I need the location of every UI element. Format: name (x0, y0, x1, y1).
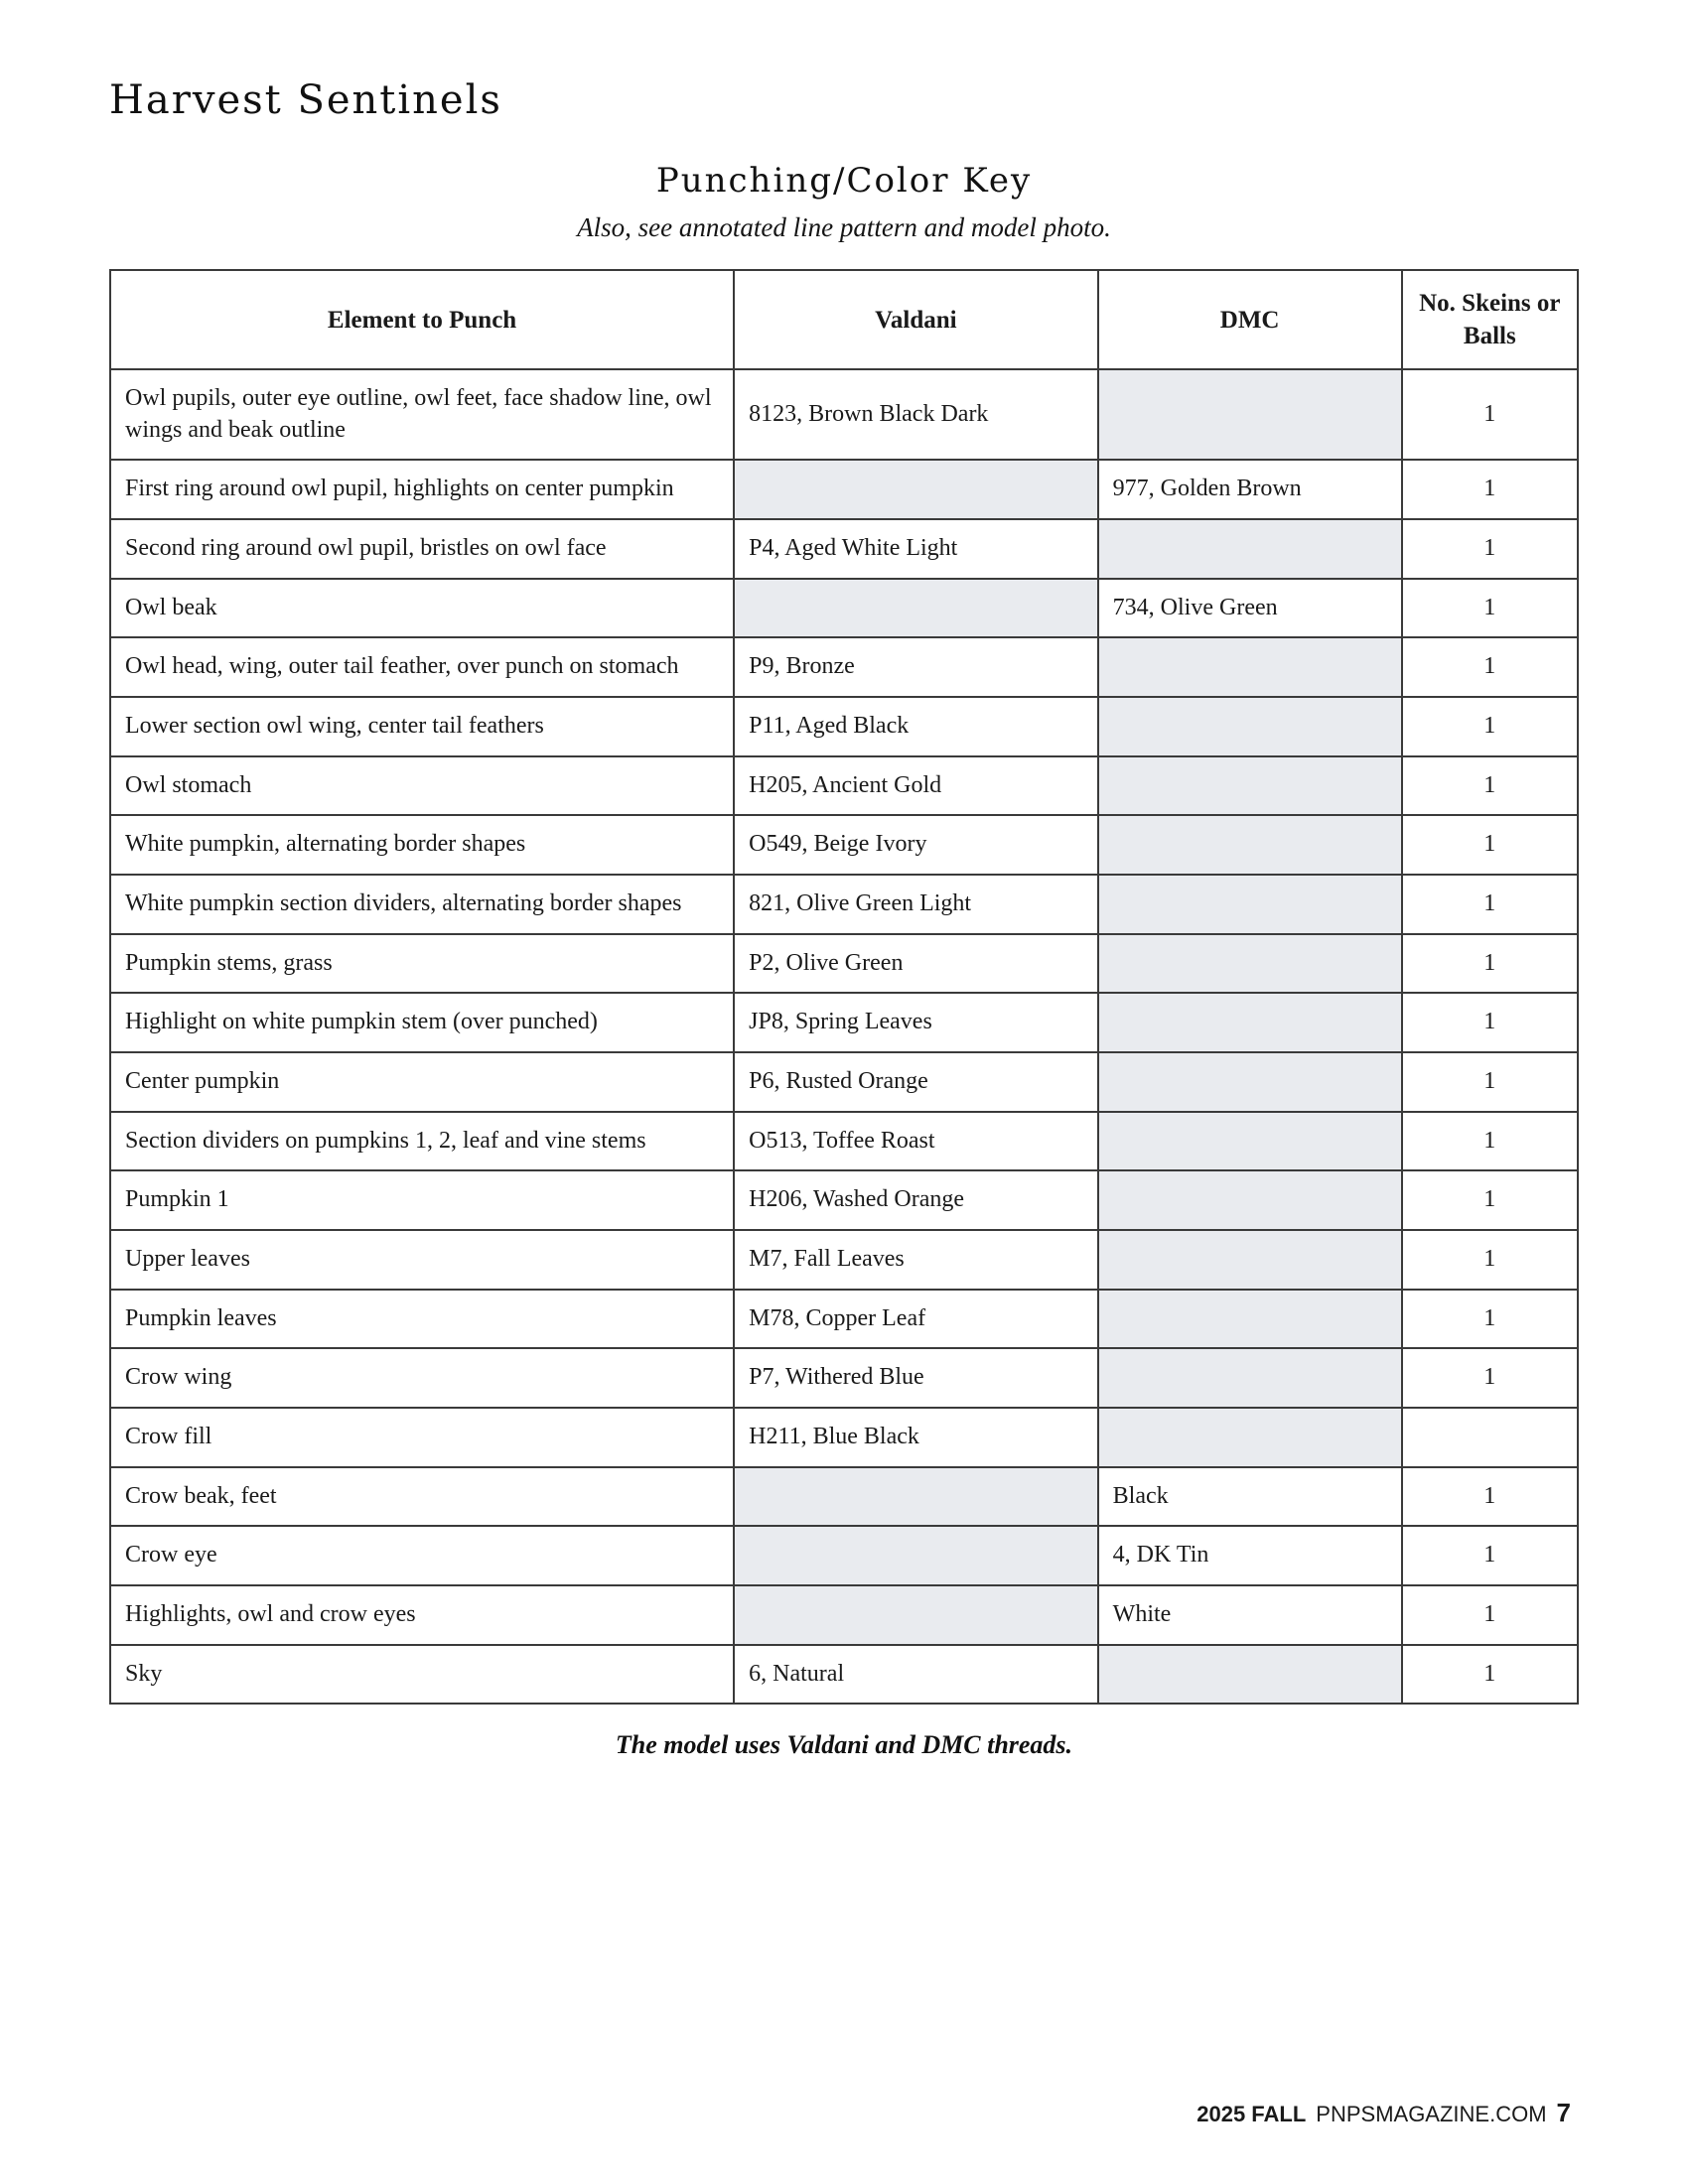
dmc-cell (1098, 993, 1402, 1052)
table-row (110, 369, 1578, 460)
skeins-cell: 1 (1402, 934, 1578, 994)
dmc-cell (1098, 756, 1402, 816)
element-cell: Owl head, wing, outer tail feather, over punch on stomach (110, 637, 734, 697)
dmc-cell (1098, 519, 1402, 579)
skeins-cell: 1 (1402, 1467, 1578, 1527)
valdani-cell: P9, Bronze (734, 637, 1098, 697)
color-key-header (109, 161, 1579, 243)
element-cell: Highlights, owl and crow eyes (110, 1585, 734, 1645)
skeins-cell: 1 (1402, 369, 1578, 460)
header-skeins: No. Skeins or Balls (1402, 270, 1578, 369)
valdani-cell: H205, Ancient Gold (734, 756, 1098, 816)
skeins-cell (1402, 1408, 1578, 1467)
page-title: Harvest Sentinels (109, 77, 502, 123)
table-row (110, 519, 1578, 579)
element-cell: Owl stomach (110, 756, 734, 816)
table-row (110, 1170, 1578, 1230)
skeins-cell: 1 (1402, 519, 1578, 579)
table-row (110, 815, 1578, 875)
valdani-cell (734, 460, 1098, 519)
dmc-cell (1098, 369, 1402, 460)
element-cell: Section dividers on pumpkins 1, 2, leaf and vine stems (110, 1112, 734, 1171)
dmc-cell (1098, 637, 1402, 697)
valdani-cell: O549, Beige Ivory (734, 815, 1098, 875)
footer-season: 2025 FALL (1196, 2102, 1307, 2126)
dmc-cell (1098, 1408, 1402, 1467)
skeins-cell: 1 (1402, 993, 1578, 1052)
skeins-cell: 1 (1402, 1585, 1578, 1645)
skeins-cell: 1 (1402, 756, 1578, 816)
element-cell: White pumpkin section dividers, alternating border shapes (110, 875, 734, 934)
skeins-cell: 1 (1402, 1645, 1578, 1705)
table-row (110, 1290, 1578, 1349)
table-row (110, 756, 1578, 816)
valdani-cell (734, 1526, 1098, 1585)
element-cell: Second ring around owl pupil, bristles on owl face (110, 519, 734, 579)
color-key-table-head (110, 270, 1578, 369)
dmc-cell: Black (1098, 1467, 1402, 1527)
dmc-cell (1098, 1112, 1402, 1171)
element-cell: Crow fill (110, 1408, 734, 1467)
element-cell: Crow beak, feet (110, 1467, 734, 1527)
element-cell: Pumpkin 1 (110, 1170, 734, 1230)
table-row (110, 637, 1578, 697)
skeins-cell: 1 (1402, 637, 1578, 697)
header-row (110, 270, 1578, 369)
dmc-cell (1098, 875, 1402, 934)
valdani-cell: 821, Olive Green Light (734, 875, 1098, 934)
element-cell: Pumpkin stems, grass (110, 934, 734, 994)
element-cell: Owl beak (110, 579, 734, 638)
valdani-cell: M7, Fall Leaves (734, 1230, 1098, 1290)
table-row (110, 1052, 1578, 1112)
dmc-cell (1098, 1290, 1402, 1349)
valdani-cell: 8123, Brown Black Dark (734, 369, 1098, 460)
header-dmc: DMC (1098, 270, 1402, 369)
dmc-cell (1098, 697, 1402, 756)
skeins-cell: 1 (1402, 1112, 1578, 1171)
element-cell: Upper leaves (110, 1230, 734, 1290)
dmc-cell (1098, 1052, 1402, 1112)
dmc-cell: 734, Olive Green (1098, 579, 1402, 638)
table-row (110, 934, 1578, 994)
element-cell: Crow eye (110, 1526, 734, 1585)
valdani-cell: P2, Olive Green (734, 934, 1098, 994)
element-cell: Highlight on white pumpkin stem (over punched) (110, 993, 734, 1052)
skeins-cell: 1 (1402, 1290, 1578, 1349)
table-row (110, 1408, 1578, 1467)
valdani-cell: P11, Aged Black (734, 697, 1098, 756)
skeins-cell: 1 (1402, 1230, 1578, 1290)
skeins-cell: 1 (1402, 697, 1578, 756)
element-cell: Lower section owl wing, center tail feathers (110, 697, 734, 756)
skeins-cell: 1 (1402, 815, 1578, 875)
valdani-cell: H211, Blue Black (734, 1408, 1098, 1467)
element-cell: Crow wing (110, 1348, 734, 1408)
element-cell: Center pumpkin (110, 1052, 734, 1112)
skeins-cell: 1 (1402, 1348, 1578, 1408)
page-footer (1196, 2098, 1571, 2128)
skeins-cell: 1 (1402, 1170, 1578, 1230)
color-key-table (109, 269, 1579, 1705)
skeins-cell: 1 (1402, 460, 1578, 519)
table-row (110, 579, 1578, 638)
skeins-cell: 1 (1402, 875, 1578, 934)
dmc-cell (1098, 1645, 1402, 1705)
footer-page-number: 7 (1556, 2098, 1571, 2127)
model-threads-footnote: The model uses Valdani and DMC threads. (615, 1730, 1073, 1760)
valdani-cell (734, 579, 1098, 638)
valdani-cell: P4, Aged White Light (734, 519, 1098, 579)
valdani-cell: P6, Rusted Orange (734, 1052, 1098, 1112)
skeins-cell: 1 (1402, 1052, 1578, 1112)
table-row (110, 1230, 1578, 1290)
element-cell: Pumpkin leaves (110, 1290, 734, 1349)
footer-magazine-site: PNPSMAGAZINE.COM (1316, 2102, 1547, 2126)
header-element-to-punch: Element to Punch (110, 270, 734, 369)
table-row (110, 1585, 1578, 1645)
dmc-cell (1098, 934, 1402, 994)
table-row (110, 1645, 1578, 1705)
dmc-cell (1098, 815, 1402, 875)
valdani-cell: O513, Toffee Roast (734, 1112, 1098, 1171)
dmc-cell: White (1098, 1585, 1402, 1645)
skeins-cell: 1 (1402, 579, 1578, 638)
element-cell: Owl pupils, outer eye outline, owl feet, face shadow line, owl wings and beak outline (110, 369, 734, 460)
element-cell: Sky (110, 1645, 734, 1705)
dmc-cell (1098, 1170, 1402, 1230)
header-valdani: Valdani (734, 270, 1098, 369)
table-row (110, 875, 1578, 934)
color-key-table-body (110, 369, 1578, 1704)
table-row (110, 1467, 1578, 1527)
table-row (110, 697, 1578, 756)
dmc-cell (1098, 1348, 1402, 1408)
valdani-cell: P7, Withered Blue (734, 1348, 1098, 1408)
skeins-cell: 1 (1402, 1526, 1578, 1585)
color-key-title: Punching/Color Key (655, 161, 1033, 201)
table-row (110, 1112, 1578, 1171)
table-row (110, 1526, 1578, 1585)
element-cell: White pumpkin, alternating border shapes (110, 815, 734, 875)
valdani-cell (734, 1467, 1098, 1527)
valdani-cell: M78, Copper Leaf (734, 1290, 1098, 1349)
dmc-cell (1098, 1230, 1402, 1290)
valdani-cell: JP8, Spring Leaves (734, 993, 1098, 1052)
valdani-cell (734, 1585, 1098, 1645)
element-cell: First ring around owl pupil, highlights on center pumpkin (110, 460, 734, 519)
table-row (110, 993, 1578, 1052)
table-row (110, 460, 1578, 519)
table-row (110, 1348, 1578, 1408)
valdani-cell: 6, Natural (734, 1645, 1098, 1705)
valdani-cell: H206, Washed Orange (734, 1170, 1098, 1230)
color-key-subtitle: Also, see annotated line pattern and model photo. (577, 212, 1111, 242)
dmc-cell: 4, DK Tin (1098, 1526, 1402, 1585)
dmc-cell: 977, Golden Brown (1098, 460, 1402, 519)
